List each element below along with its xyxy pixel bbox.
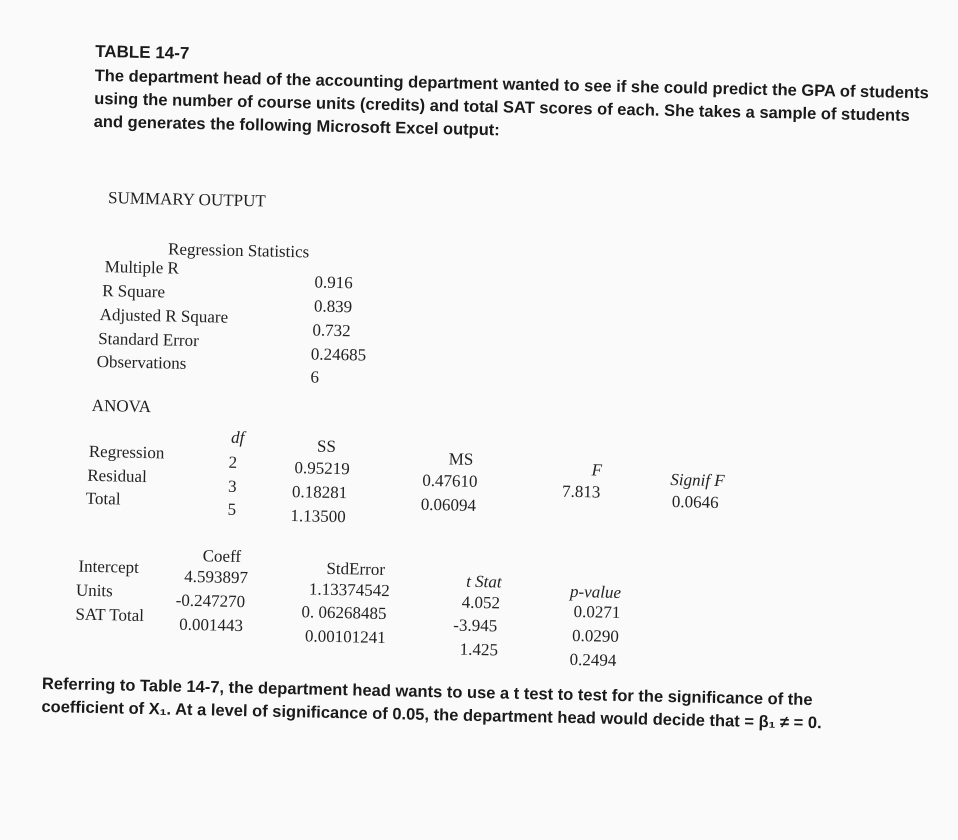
anova-row-label: Regression (88, 441, 165, 463)
anova-signif-f: 0.0646 (671, 492, 719, 513)
intro-text: The department head of the accounting department wanted to see if she could predict the GPA of students using the number of course units (credits) and total SAT scores of each. She takes a sample of students and generates the following Microsoft Excel output: (93, 66, 929, 140)
coef-value: 4.593897 (184, 566, 249, 588)
anova-header-ms: MS (448, 449, 474, 469)
anova-header-ss: SS (316, 436, 337, 456)
coef-header-pvalue: p-value (569, 581, 622, 602)
coef-tstat: -3.945 (453, 615, 498, 636)
anova-df: 2 (228, 452, 238, 472)
anova-row-label: Total (85, 488, 121, 509)
coef-header-stderror: StdError (326, 558, 386, 580)
coef-value: -0.247270 (175, 590, 246, 612)
regstat-value: 0.839 (313, 296, 353, 317)
regstat-label: Observations (96, 351, 187, 373)
anova-ms: 0.06094 (420, 494, 477, 515)
coef-pvalue: 0.0271 (573, 602, 621, 622)
anova-row-label: Residual (87, 465, 148, 487)
coef-tstat: 4.052 (461, 592, 501, 613)
coef-pvalue: 0.0290 (571, 625, 620, 646)
anova-header-f: F (591, 460, 603, 480)
problem-header (93, 40, 930, 151)
anova-ss: 1.13500 (290, 506, 346, 527)
summary-output-title: SUMMARY OUTPUT (107, 188, 266, 211)
anova-ss: 0.95219 (294, 458, 350, 479)
anova-f: 7.813 (561, 481, 601, 502)
regstat-value: 0.24685 (310, 344, 367, 365)
regstat-label: Multiple R (104, 257, 180, 278)
coef-row-label: Intercept (78, 556, 140, 577)
coef-row-label: SAT Total (75, 604, 145, 626)
anova-df: 5 (227, 499, 237, 519)
regstat-label: Adjusted R Square (99, 305, 229, 327)
regstat-label: R Square (102, 281, 166, 302)
anova-title: ANOVA (91, 395, 152, 417)
anova-header-df: df (230, 427, 245, 448)
coef-pvalue: 0.2494 (569, 649, 617, 670)
regstat-value: 0.916 (314, 272, 353, 293)
coef-stderror: 0.00101241 (304, 626, 386, 648)
anova-ms: 0.47610 (422, 470, 478, 491)
question-text (41, 673, 872, 736)
coef-value: 0.001443 (179, 614, 244, 636)
question-body: Referring to Table 14-7, the department head wants to use a t test to test for the significance of the coefficient of X₁. At a level of significance of 0.05, the department head would decide that = β₁ ≠ = 0. (41, 674, 822, 733)
table-label: TABLE 14-7 (95, 41, 190, 63)
coef-header-tstat: t Stat (466, 571, 502, 592)
regstat-value: 0.732 (312, 320, 351, 341)
coef-stderror: 1.13374542 (308, 579, 390, 601)
regstat-value: 6 (310, 367, 320, 387)
anova-header-signif-f: Signif F (670, 470, 725, 491)
coef-stderror: 0. 06268485 (301, 602, 387, 624)
coef-header-coeff: Coeff (202, 546, 242, 567)
anova-df: 3 (227, 476, 237, 496)
coef-tstat: 1.425 (459, 639, 499, 660)
regression-statistics-title: Regression Statistics (167, 239, 310, 262)
anova-ss: 0.18281 (291, 482, 348, 503)
coef-row-label: Units (75, 580, 113, 601)
regstat-label: Standard Error (98, 328, 199, 351)
